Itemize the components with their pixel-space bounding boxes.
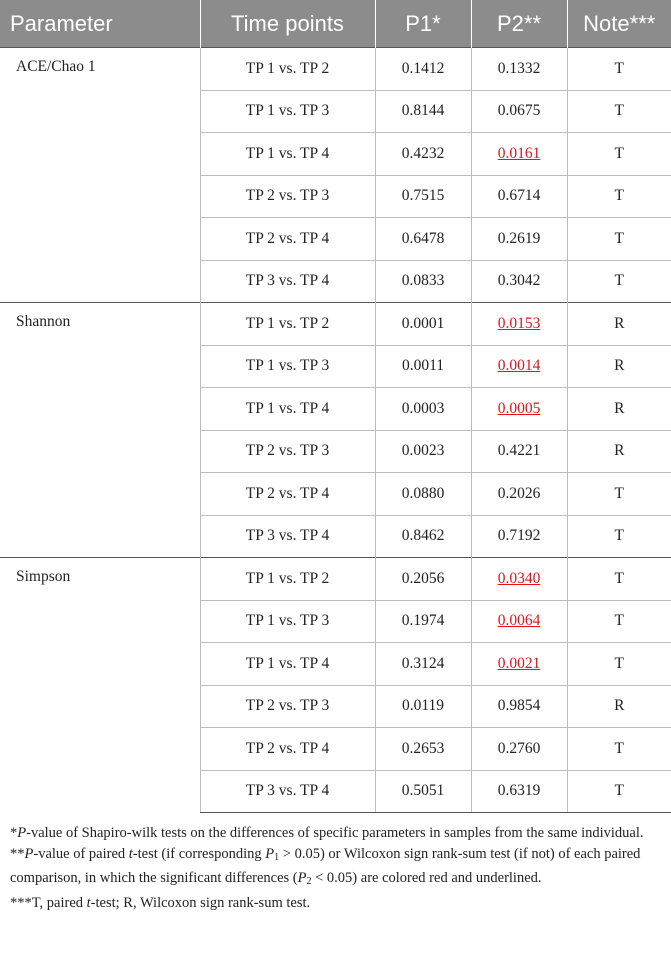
p1-cell xyxy=(375,643,471,686)
p2-cell-value: 0.0161 xyxy=(497,144,541,162)
p1-cell xyxy=(375,218,471,261)
p1-cell-value: 0.5051 xyxy=(401,782,445,800)
note-cell-value: T xyxy=(614,569,624,587)
note-cell-value: T xyxy=(614,59,624,77)
time-points-cell xyxy=(200,218,375,261)
p1-cell-value: 0.8144 xyxy=(401,102,445,120)
time-points-cell-value: TP 2 vs. TP 3 xyxy=(245,442,330,460)
time-points-cell-value: TP 1 vs. TP 4 xyxy=(245,654,330,672)
note-cell-value: R xyxy=(614,357,625,375)
p1-cell-value: 0.4232 xyxy=(401,144,445,162)
note-cell xyxy=(567,175,671,218)
p2-cell-value: 0.0064 xyxy=(497,612,541,630)
p2-cell-value: 0.0153 xyxy=(497,314,541,332)
p2-cell xyxy=(471,600,567,643)
note-cell-value: T xyxy=(614,187,624,205)
time-points-cell xyxy=(200,303,375,346)
p1-cell xyxy=(375,685,471,728)
note-cell-value: R xyxy=(614,399,625,417)
p1-cell xyxy=(375,133,471,176)
note-cell xyxy=(567,260,671,303)
p2-cell xyxy=(471,48,567,91)
p1-cell-value: 0.8462 xyxy=(401,527,445,545)
p2-cell xyxy=(471,770,567,813)
time-points-cell xyxy=(200,600,375,643)
parameter-cell: Shannon xyxy=(0,303,200,558)
note-cell xyxy=(567,303,671,346)
note-cell-value: T xyxy=(614,782,624,800)
note-cell xyxy=(567,388,671,431)
note-cell-value: T xyxy=(614,229,624,247)
p2-cell-value: 0.0675 xyxy=(497,102,541,120)
note-cell-value: T xyxy=(614,144,624,162)
header-p2: P2** xyxy=(471,0,567,48)
note-cell xyxy=(567,473,671,516)
p1-cell-value: 0.1974 xyxy=(401,612,445,630)
p1-cell xyxy=(375,728,471,771)
p1-cell-value: 0.0119 xyxy=(401,697,445,715)
time-points-cell-value: TP 1 vs. TP 2 xyxy=(245,59,330,77)
time-points-cell-value: TP 3 vs. TP 4 xyxy=(245,527,330,545)
time-points-cell-value: TP 1 vs. TP 3 xyxy=(245,357,330,375)
p1-cell xyxy=(375,175,471,218)
header-p1: P1* xyxy=(375,0,471,48)
time-points-cell xyxy=(200,345,375,388)
p2-cell-value: 0.9854 xyxy=(497,697,541,715)
time-points-cell-value: TP 2 vs. TP 4 xyxy=(245,484,330,502)
time-points-cell-value: TP 1 vs. TP 3 xyxy=(245,612,330,630)
p1-cell xyxy=(375,430,471,473)
footnote-1: *P-value of Shapiro-wilk tests on the differences of specific parameters in samples from the same individual. xyxy=(10,825,644,841)
note-cell-value: T xyxy=(614,102,624,120)
p1-cell xyxy=(375,600,471,643)
time-points-cell-value: TP 2 vs. TP 4 xyxy=(245,229,330,247)
note-cell xyxy=(567,345,671,388)
p1-cell xyxy=(375,388,471,431)
p1-cell-value: 0.0833 xyxy=(401,272,445,290)
p2-cell xyxy=(471,728,567,771)
time-points-cell-value: TP 2 vs. TP 3 xyxy=(245,187,330,205)
p2-cell xyxy=(471,643,567,686)
time-points-cell xyxy=(200,473,375,516)
time-points-cell xyxy=(200,48,375,91)
note-cell xyxy=(567,685,671,728)
p1-cell-value: 0.2653 xyxy=(401,739,445,757)
p2-cell xyxy=(471,303,567,346)
time-points-cell-value: TP 1 vs. TP 4 xyxy=(245,144,330,162)
header-row xyxy=(0,0,671,48)
note-cell xyxy=(567,643,671,686)
table-row xyxy=(0,48,671,91)
header-parameter: Parameter xyxy=(0,0,200,48)
time-points-cell-value: TP 2 vs. TP 3 xyxy=(245,697,330,715)
p1-cell-value: 0.7515 xyxy=(401,187,445,205)
time-points-cell xyxy=(200,728,375,771)
time-points-cell xyxy=(200,388,375,431)
note-cell-value: T xyxy=(614,739,624,757)
note-cell-value: T xyxy=(614,484,624,502)
p1-cell-value: 0.6478 xyxy=(401,229,445,247)
header-note: Note*** xyxy=(567,0,671,48)
time-points-cell-value: TP 1 vs. TP 3 xyxy=(245,102,330,120)
note-cell-value: R xyxy=(614,442,625,460)
table-row xyxy=(0,558,671,601)
p1-cell xyxy=(375,303,471,346)
parameter-cell: ACE/Chao 1 xyxy=(0,48,200,303)
p2-cell-value: 0.2760 xyxy=(497,739,541,757)
p2-cell xyxy=(471,90,567,133)
p2-cell-value: 0.0014 xyxy=(497,357,541,375)
time-points-cell xyxy=(200,515,375,558)
note-cell xyxy=(567,728,671,771)
p1-cell-value: 0.0003 xyxy=(401,399,445,417)
note-cell xyxy=(567,218,671,261)
p1-cell-value: 0.1412 xyxy=(401,59,445,77)
time-points-cell xyxy=(200,770,375,813)
p1-cell xyxy=(375,345,471,388)
p2-cell-value: 0.6319 xyxy=(497,782,541,800)
p1-cell xyxy=(375,90,471,133)
p2-cell-value: 0.3042 xyxy=(497,272,541,290)
time-points-cell xyxy=(200,643,375,686)
p2-cell-value: 0.6714 xyxy=(497,187,541,205)
time-points-cell xyxy=(200,133,375,176)
note-cell xyxy=(567,90,671,133)
header-time-points: Time points xyxy=(200,0,375,48)
p1-cell xyxy=(375,48,471,91)
p2-cell-value: 0.0340 xyxy=(497,569,541,587)
p2-cell xyxy=(471,260,567,303)
p1-cell-value: 0.0880 xyxy=(401,484,445,502)
p1-cell-value: 0.0001 xyxy=(401,314,445,332)
time-points-cell xyxy=(200,90,375,133)
time-points-cell xyxy=(200,430,375,473)
time-points-cell xyxy=(200,175,375,218)
time-points-cell-value: TP 1 vs. TP 4 xyxy=(245,399,330,417)
footnote-3: ***T, paired t-test; R, Wilcoxon sign rank-sum test. xyxy=(10,895,311,911)
p2-cell-value: 0.1332 xyxy=(497,59,541,77)
time-points-cell-value: TP 3 vs. TP 4 xyxy=(245,782,330,800)
note-cell xyxy=(567,770,671,813)
footnotes xyxy=(0,813,671,913)
p2-cell-value: 0.2026 xyxy=(497,484,541,502)
time-points-cell-value: TP 1 vs. TP 2 xyxy=(245,314,330,332)
p2-cell xyxy=(471,388,567,431)
p2-cell xyxy=(471,685,567,728)
p2-cell-value: 0.2619 xyxy=(497,229,541,247)
p1-cell xyxy=(375,770,471,813)
time-points-cell-value: TP 1 vs. TP 2 xyxy=(245,569,330,587)
note-cell-value: T xyxy=(614,272,624,290)
p1-cell xyxy=(375,558,471,601)
note-cell-value: T xyxy=(614,654,624,672)
time-points-cell xyxy=(200,558,375,601)
p1-cell xyxy=(375,260,471,303)
time-points-cell-value: TP 2 vs. TP 4 xyxy=(245,739,330,757)
p1-cell-value: 0.2056 xyxy=(401,569,445,587)
p2-cell xyxy=(471,175,567,218)
parameter-cell: Simpson xyxy=(0,558,200,813)
p2-cell xyxy=(471,345,567,388)
p1-cell-value: 0.0011 xyxy=(401,357,445,375)
p1-cell-value: 0.0023 xyxy=(401,442,445,460)
p1-cell xyxy=(375,515,471,558)
note-cell xyxy=(567,48,671,91)
note-cell-value: R xyxy=(614,697,625,715)
p1-cell xyxy=(375,473,471,516)
table-body xyxy=(0,48,671,813)
p2-cell-value: 0.0021 xyxy=(497,654,541,672)
note-cell xyxy=(567,600,671,643)
p2-cell xyxy=(471,473,567,516)
p2-cell-value: 0.7192 xyxy=(497,527,541,545)
note-cell-value: T xyxy=(614,612,624,630)
note-cell xyxy=(567,430,671,473)
time-points-cell-value: TP 3 vs. TP 4 xyxy=(245,272,330,290)
note-cell xyxy=(567,515,671,558)
p2-cell-value: 0.0005 xyxy=(497,399,541,417)
note-cell xyxy=(567,558,671,601)
time-points-cell xyxy=(200,685,375,728)
p2-cell xyxy=(471,430,567,473)
p2-cell xyxy=(471,133,567,176)
footnote-2: **P-value of paired t-test (if corresponding $P_1 > 0.05$) or Wilcoxon sign rank-sum test (if not) of each paired comparison, in which the significant differences $(P_2 < 0.05)$ are colored red and underlined. xyxy=(10,846,641,887)
note-cell xyxy=(567,133,671,176)
p2-cell xyxy=(471,558,567,601)
note-cell-value: T xyxy=(614,527,624,545)
p1-cell-value: 0.3124 xyxy=(401,654,445,672)
p2-cell xyxy=(471,515,567,558)
time-points-cell xyxy=(200,260,375,303)
p2-cell xyxy=(471,218,567,261)
p2-cell-value: 0.4221 xyxy=(497,442,541,460)
table-row xyxy=(0,303,671,346)
note-cell-value: R xyxy=(614,314,625,332)
